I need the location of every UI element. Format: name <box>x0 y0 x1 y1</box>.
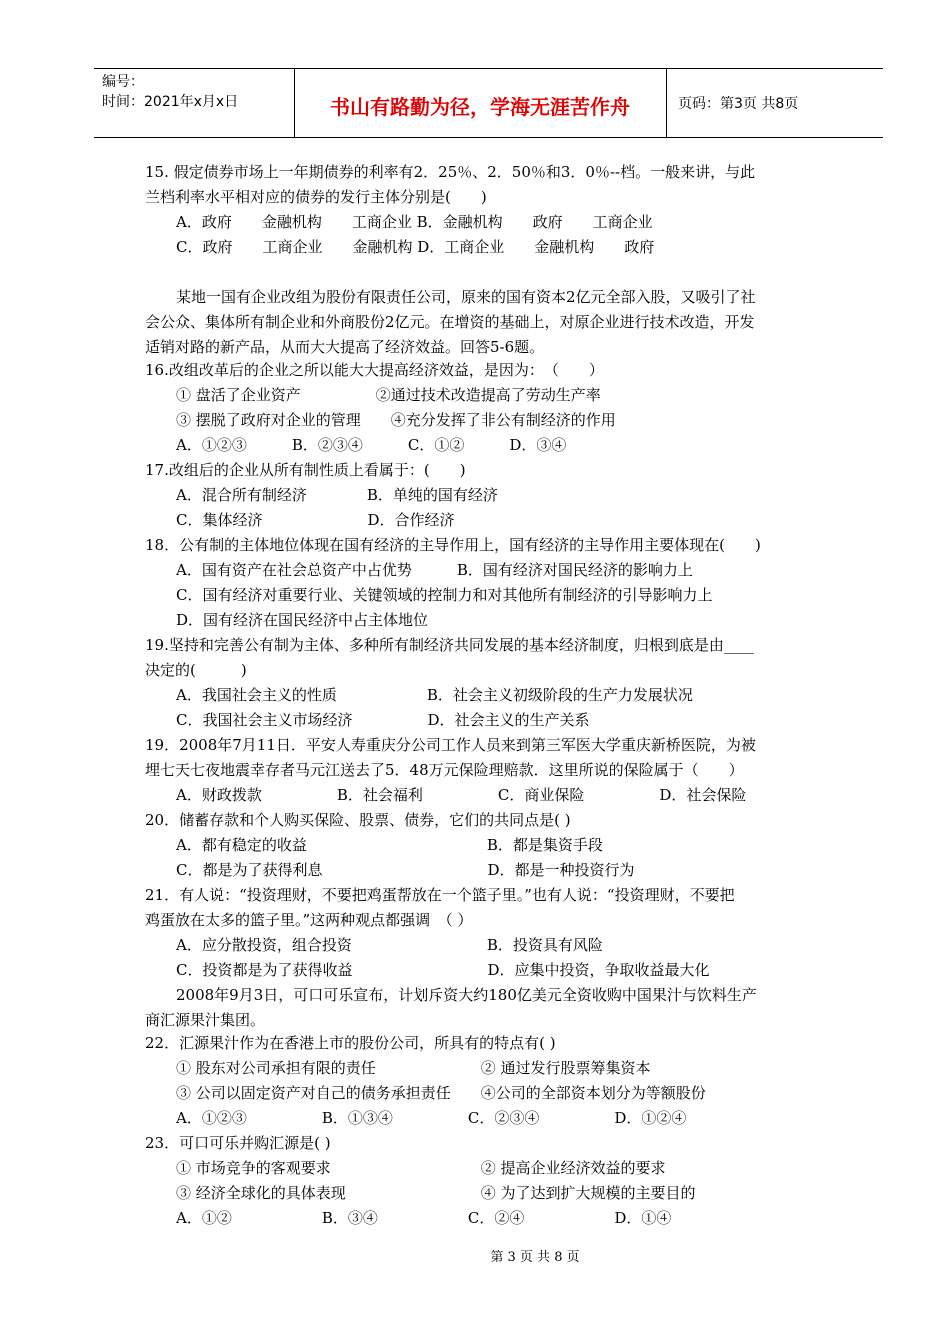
text-line: 2008年9月3日，可口可乐宣布，计划斥资大约180亿美元全资收购中国果汁与饮料生产 <box>176 986 757 1004</box>
text-line: A．应分散投资，组合投资 B．投资具有风险 <box>176 936 603 954</box>
header-id-label: 编号： <box>102 74 144 90</box>
text-line: C．我国社会主义市场经济 D．社会主义的生产关系 <box>176 711 590 729</box>
text-line: 19.坚持和完善公有制为主体、多种所有制经济共同发展的基本经济制度，归根到底是由____ <box>145 636 754 654</box>
text-line: ③ 经济全球化的具体表现 ④ 为了达到扩大规模的主要目的 <box>176 1184 696 1202</box>
text-line: 商汇源果汁集团。 <box>145 1011 266 1029</box>
header-page-info: 页码：第3页 共8页 <box>678 96 799 112</box>
text-line: ① 市场竞争的客观要求 ② 提高企业经济效益的要求 <box>176 1159 666 1177</box>
text-line: ③ 摆脱了政府对企业的管理 ④充分发挥了非公有制经济的作用 <box>176 411 616 429</box>
text-line: A．财政拨款 B．社会福利 C．商业保险 D．社会保险 <box>176 786 747 804</box>
text-line: C．政府 工商企业 金融机构 D．工商企业 金融机构 政府 <box>176 238 655 256</box>
text-line: 兰档利率水平相对应的债券的发行主体分别是( ) <box>145 188 487 206</box>
text-line: 20．储蓄存款和个人购买保险、股票、债券，它们的共同点是( ) <box>145 811 571 829</box>
text-line: 适销对路的新产品，从而大大提高了经济效益。回答5-6题。 <box>145 338 545 356</box>
text-line: A．都有稳定的收益 B．都是集资手段 <box>176 836 603 854</box>
text-line: A．①② B．③④ C．②④ D．①④ <box>176 1209 672 1227</box>
text-line: 18．公有制的主体地位体现在国有经济的主导作用上，国有经济的主导作用主要体现在( ) <box>145 536 761 554</box>
text-line: 决定的( ) <box>145 661 247 679</box>
text-line: ③ 公司以固定资产对自己的债务承担责任 ④公司的全部资本划分为等额股份 <box>176 1084 706 1102</box>
text-line: A．混合所有制经济 B．单纯的国有经济 <box>176 486 498 504</box>
text-line: 15. 假定债券市场上一年期债券的利率有2．25％、2．50％和3．0％--档。一般来讲，与此 <box>145 163 756 181</box>
text-line: 19．2008年7月11日．平安人寿重庆分公司工作人员来到第三军医大学重庆新桥医院，为被 <box>145 736 756 754</box>
text-line: 埋七天七夜地震幸存者马元江送去了5．48万元保险理赔款．这里所说的保险属于（ ） <box>145 761 744 779</box>
text-line: A．政府 金融机构 工商企业 B．金融机构 政府 工商企业 <box>176 213 653 231</box>
text-line: 16.改组改革后的企业之所以能大大提高经济效益，是因为： （ ） <box>145 361 604 379</box>
text-line: A．①②③ B．①③④ C．②③④ D．①②④ <box>176 1109 687 1127</box>
text-line: C．都是为了获得利息 D．都是一种投资行为 <box>176 861 635 879</box>
text-line: ① 股东对公司承担有限的责任 ② 通过发行股票筹集资本 <box>176 1059 651 1077</box>
text-line: A．国有资产在社会总资产中占优势 B．国有经济对国民经济的影响力上 <box>176 561 693 579</box>
text-line: 23．可口可乐并购汇源是( ) <box>145 1134 331 1152</box>
text-line: A．我国社会主义的性质 B．社会主义初级阶段的生产力发展状况 <box>176 686 693 704</box>
text-line: C．集体经济 D．合作经济 <box>176 511 455 529</box>
text-line: A．①②③ B．②③④ C．①② D．③④ <box>176 436 567 454</box>
text-line: 17.改组后的企业从所有制性质上看属于：( ) <box>145 461 466 479</box>
text-line: ① 盘活了企业资产 ②通过技术改造提高了劳动生产率 <box>176 386 601 404</box>
text-line: C．国有经济对重要行业、关键领域的控制力和对其他所有制经济的引导影响力上 <box>176 586 713 604</box>
header-motto: 书山有路勤为径，学海无涯苦作舟 <box>330 95 630 119</box>
text-line: 会公众、集体所有制企业和外商股份2亿元。在增资的基础上，对原企业进行技术改造，开发 <box>145 313 755 331</box>
text-line: 某地一国有企业改组为股份有限责任公司，原来的国有资本2亿元全部入股，又吸引了社 <box>176 288 756 306</box>
header-time-label: 时间：2021年x月x日 <box>102 94 239 110</box>
text-line: D．国有经济在国民经济中占主体地位 <box>176 611 429 629</box>
text-line: 22．汇源果汁作为在香港上市的股份公司，所具有的特点有( ) <box>145 1034 556 1052</box>
text-line: 21．有人说：“投资理财，不要把鸡蛋帮放在一个篮子里。”也有人说：“投资理财，不要把 <box>145 886 735 904</box>
text-line: 鸡蛋放在太多的篮子里。”这两种观点都强调 （ ） <box>145 911 473 929</box>
text-line: C．投资都是为了获得收益 D．应集中投资，争取收益最大化 <box>176 961 710 979</box>
page-footer: 第 3 页 共 8 页 <box>490 1250 580 1265</box>
